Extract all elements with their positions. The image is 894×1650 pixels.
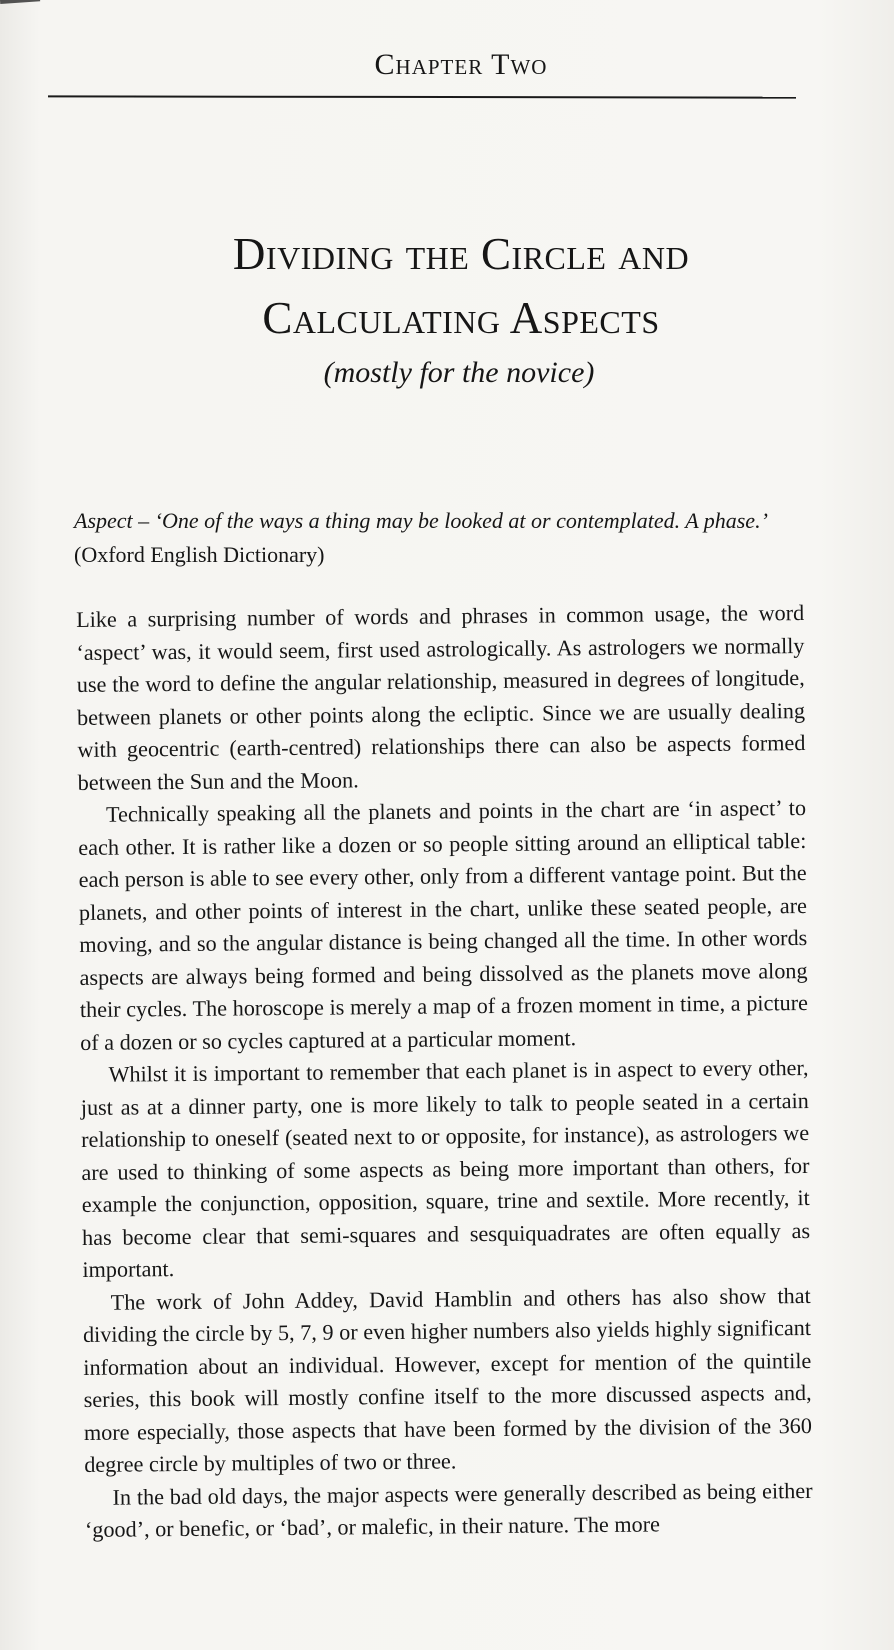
page-corner-shadow	[0, 0, 40, 4]
paragraph: Whilst it is important to remember that each planet is in aspect to every other, just as at a dinner party, one is more likely to talk to people seated in a certain relationship to oneself (seated next to or opposite, for instance), as astrologers we are used to thinking of some aspects as being more important than others, for example the conjunction, opposition, square, trine and sextile. More recently, it has become clear that semi-squares and sesquiquadrates are often equally as important.	[80, 1054, 811, 1282]
epigraph-quote: ‘One of the ways a thing may be looked at or contemplated. A phase.’	[154, 508, 768, 533]
chapter-header: Chapter Two	[374, 48, 548, 81]
epigraph-term: Aspect	[74, 508, 133, 533]
paragraph: Like a surprising number of words and phrases in common usage, the word ‘aspect’ was, it would seem, first used astrologically. As astrologers we normally use the word to define the angular relationship, measured in degrees of longitude, between planets or other points along the ecliptic. Since we are usually dealing with geocentric (earth-centred) relationships there can also be aspects formed between the Sun and the Moon.	[76, 600, 806, 795]
epigraph	[74, 504, 804, 572]
header-rule	[48, 95, 796, 98]
paragraph: In the bad old days, the major aspects were generally described as being either ‘good’, or benefic, or ‘bad’, or malefic, in their nature. The more	[84, 1477, 813, 1542]
chapter-title-line-1: Dividing the Circle and	[232, 229, 690, 279]
epigraph-dash: –	[132, 508, 155, 533]
chapter-title-line-2: Calculating Aspects	[262, 293, 660, 343]
chapter-title	[14, 222, 894, 350]
chapter-subtitle: (mostly for the novice)	[323, 356, 595, 389]
paragraph: The work of John Addey, David Hamblin and others has also show that dividing the circle by 5, 7, 9 or even higher numbers also yields highly significant information about an individual. However, except for mention of the quintile series, this book will mostly confine itself to the more discussed aspects and, more especially, those aspects that have been formed by the division of the 360 degree circle by multiples of two or three.	[82, 1282, 813, 1477]
paragraph: Technically speaking all the planets and points in the chart are ‘in aspect’ to each other. It is rather like a dozen or so people sitting around an elliptical table: each person is able to see every other, only from a different vantage point. But the planets, and other points of interest in the chart, unlike these seated people, are moving, and so the angular distance is being changed all the time. In other words aspects are always being formed and being dissolved as the planets move along their cycles. The horoscope is merely a map of a frozen moment in time, a picture of a dozen or so cycles captured at a particular moment.	[78, 795, 808, 1055]
epigraph-source: (Oxford English Dictionary)	[74, 542, 325, 567]
body-text	[76, 597, 813, 1546]
